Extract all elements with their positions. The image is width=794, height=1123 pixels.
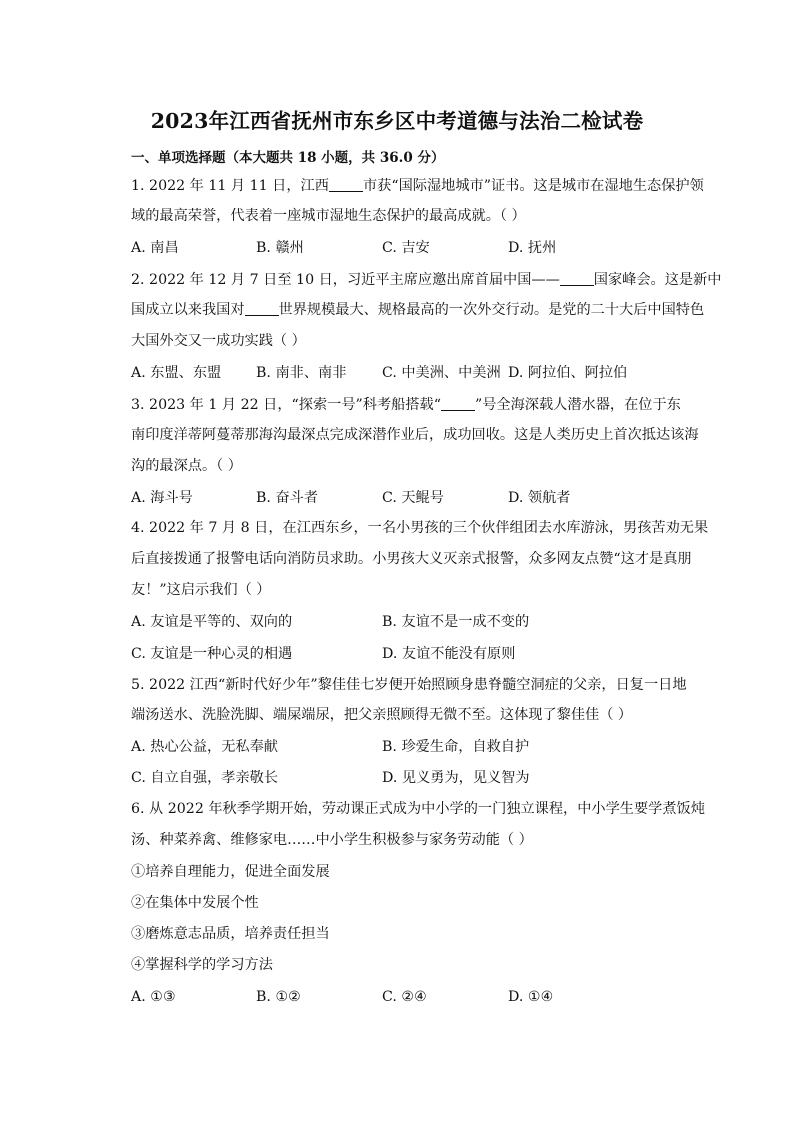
q3-line-3: 沟的最深点。（ ） [131,458,242,474]
q5-option-d: D. 见义勇为，见义智为 [382,770,530,786]
answer-blank [245,301,279,316]
q5-option-c: C. 自立自强，孝亲敬长 [131,770,279,786]
answer-blank [560,271,594,286]
q3-option-c: C. 天鲲号 [382,490,444,506]
page-title: 2023年江西省抚州市东乡区中考道德与法治二检试卷 [150,109,644,133]
q6-statement-2: ②在集体中发展个性 [131,895,259,911]
q2-option-b: B. 南非、南非 [256,365,347,381]
q5-line-1: 5. 2022 江西“新时代好少年”黎佳佳七岁便开始照顾身患脊髓空洞症的父亲，日复一日地 [131,677,687,693]
q4-option-c: C. 友谊是一种心灵的相遇 [131,646,293,662]
q1-option-c: C. 吉安 [382,240,430,256]
q6-line-2: 汤、种菜养禽、维修家电……中小学生积极参与家务劳动能（ ） [131,832,533,848]
q1-line-1: 1. 2022 年 11 月 11 日，江西 市获“国际湿地城市”证书。这是城市在湿地生态保护领 [131,178,704,194]
q6-statement-1: ①培养自理能力，促进全面发展 [131,864,330,880]
q6-statement-4: ④掌握科学的学习方法 [131,957,273,973]
q2-line-2: 国成立以来我国对 世界规模最大、规格最高的一次外交行动。是党的二十大后中国特色 [131,302,705,318]
q5-option-a: A. 热心公益，无私奉献 [131,739,278,755]
q4-line-1: 4. 2022 年 7 月 8 日，在江西东乡，一名小男孩的三个伙伴组团去水库游泳，男孩苦劝无果 [131,520,709,536]
answer-blank [441,396,475,411]
q1-option-d: D. 抚州 [508,240,557,256]
q2-line-1: 2. 2022 年 12 月 7 日至 10 日，习近平主席应邀出席首届中国—— 国家峰会。这是新中 [131,272,722,288]
q5-line-2: 端汤送水、洗脸洗脚、端屎端尿，把父亲照顾得无微不至。这体现了黎佳佳（ ） [131,707,633,723]
section-heading: 一、单项选择题（本大题共 18 小题，共 36.0 分） [131,150,445,166]
q6-option-d: D. ①④ [508,989,554,1005]
q3-option-a: A. 海斗号 [131,490,193,506]
q2-option-d: D. 阿拉伯、阿拉伯 [508,365,628,381]
q4-option-a: A. 友谊是平等的、双向的 [131,614,293,630]
q3-line-2: 南印度洋蒂阿蔓蒂那海沟最深点完成深潜作业后，成功回收。这是人类历史上首次抵达该海 [131,427,699,443]
q5-option-b: B. 珍爱生命，自救自护 [382,739,530,755]
q2-option-a: A. 东盟、东盟 [131,365,222,381]
q6-option-b: B. ①② [256,989,301,1005]
q6-option-a: A. ①③ [131,989,176,1005]
q4-option-d: D. 友谊不能没有原则 [382,646,516,662]
q6-line-1: 6. 从 2022 年秋季学期开始，劳动课正式成为中小学的一门独立课程，中小学生要学煮饭炖 [131,801,705,817]
q4-line-2: 后直接拨通了报警电话向消防员求助。小男孩大义灭亲式报警，众多网友点赞“这才是真朋 [131,551,692,567]
q4-option-b: B. 友谊不是一成不变的 [382,614,530,630]
q6-statement-3: ③磨炼意志品质，培养责任担当 [131,926,330,942]
q3-line-1: 3. 2023 年 1 月 22 日，“探索一号”科考船搭载“ ”号全海深载人潜水器，在位于东 [131,397,681,413]
q2-line-3: 大国外交又一成功实践（ ） [131,333,306,349]
q6-option-c: C. ②④ [382,989,427,1005]
q2-option-c: C. 中美洲、中美洲 [382,365,501,381]
q4-line-3: 友！”这启示我们（ ） [131,582,271,598]
q1-option-a: A. 南昌 [131,240,179,256]
q1-option-b: B. 赣州 [256,240,304,256]
q1-line-2: 域的最高荣誉，代表着一座城市湿地生态保护的最高成就。（ ） [131,208,526,224]
q3-option-d: D. 领航者 [508,490,571,506]
q3-option-b: B. 奋斗者 [256,490,319,506]
answer-blank [329,177,363,192]
